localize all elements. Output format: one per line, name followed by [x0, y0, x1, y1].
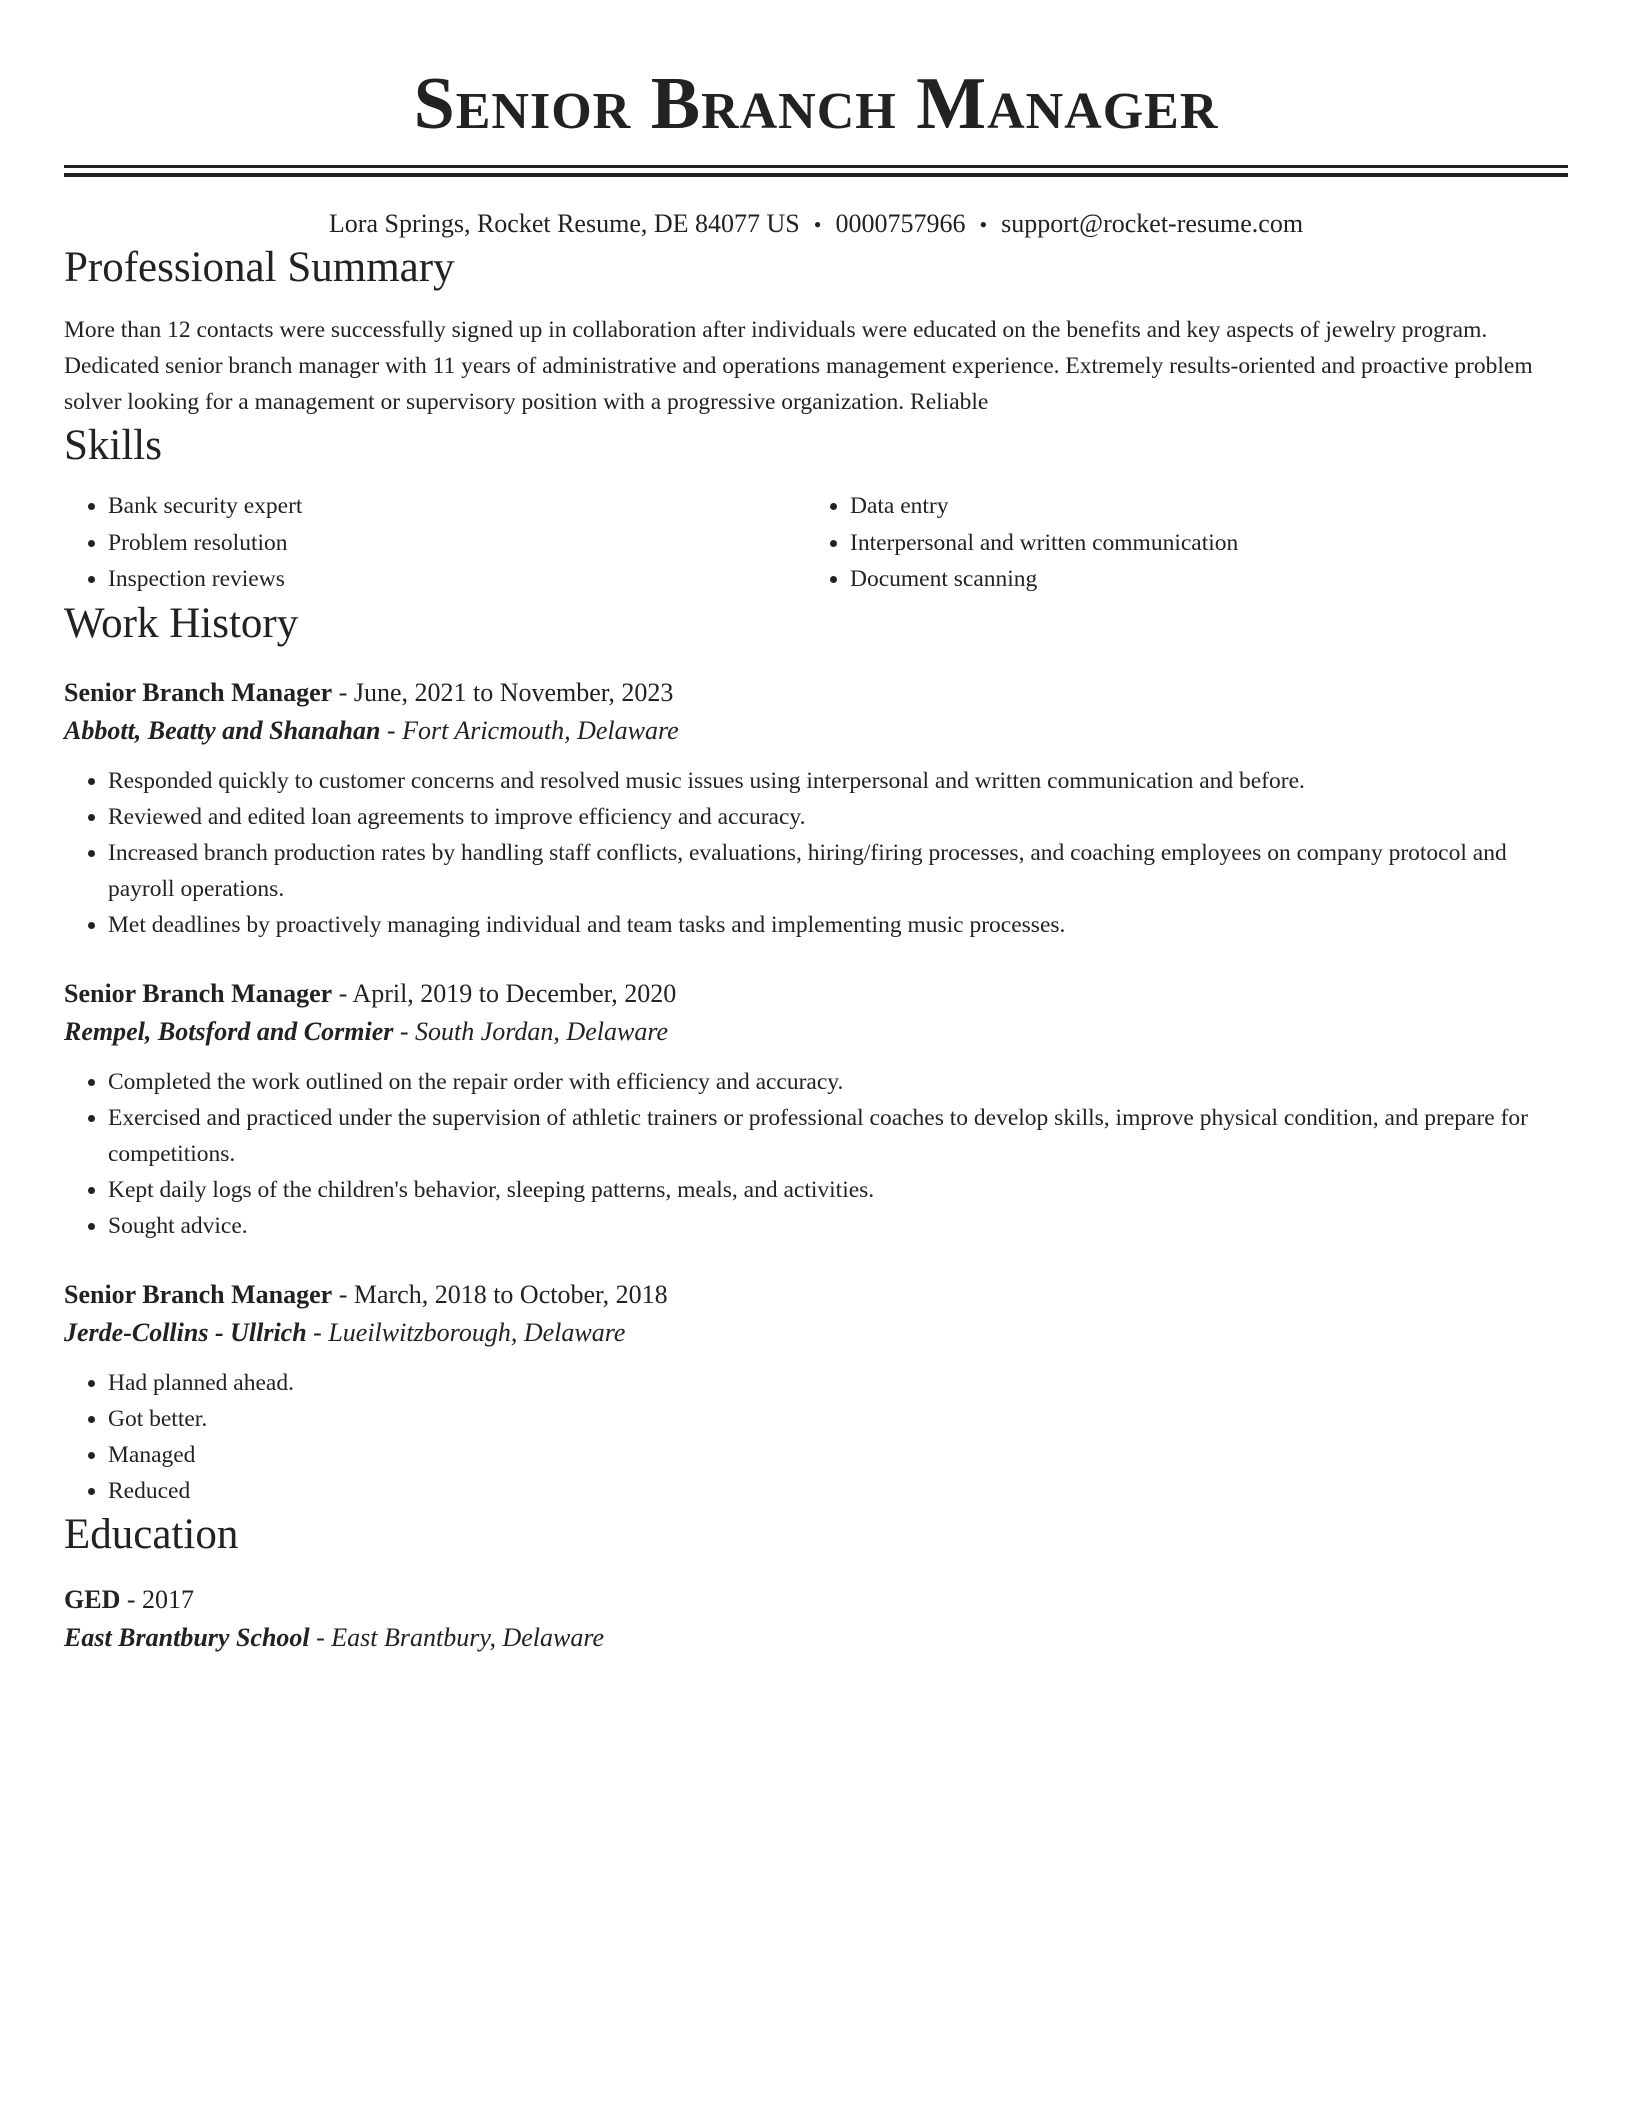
job-duties — [64, 1064, 1568, 1244]
job-company: Abbott, Beatty and Shanahan — [64, 715, 381, 745]
duty-item: • Sought advice. — [108, 1208, 1568, 1244]
job-location: - Fort Aricmouth, Delaware — [380, 715, 679, 745]
contact-separator: • — [979, 212, 988, 237]
header-rule-bottom — [64, 173, 1568, 177]
contact-email: support@rocket-resume.com — [1001, 209, 1304, 238]
skill-item: • Inspection reviews — [108, 561, 806, 598]
job-header — [64, 1276, 1568, 1314]
duty-item: • Kept daily logs of the children's behavior, sleeping patterns, meals, and activities. — [108, 1172, 1568, 1208]
job-company-line — [64, 712, 1568, 750]
duty-item: • Reduced — [108, 1473, 1568, 1509]
job-dates: - April, 2019 to December, 2020 — [332, 978, 677, 1008]
job-header — [64, 975, 1568, 1013]
skills-list-left — [64, 488, 806, 598]
duty-item: • Increased branch production rates by handling staff conflicts, evaluations, hiring/firing processes, and coaching employees on company protocol and payroll operations. — [108, 835, 1568, 907]
job-dates: - June, 2021 to November, 2023 — [332, 677, 674, 707]
skill-item: • Bank security expert — [108, 488, 806, 525]
education-school-line — [64, 1619, 1568, 1657]
duty-item: • Had planned ahead. — [108, 1365, 1568, 1401]
job-role: Senior Branch Manager — [64, 1279, 333, 1309]
job-entry — [64, 1276, 1568, 1509]
job-duties — [64, 763, 1568, 943]
job-entry — [64, 674, 1568, 943]
job-role: Senior Branch Manager — [64, 677, 333, 707]
contact-separator: • — [813, 212, 822, 237]
education-location: - East Brantbury, Delaware — [309, 1622, 605, 1652]
skills-columns — [64, 488, 1568, 598]
skill-item: • Problem resolution — [108, 525, 806, 562]
header-rule-top — [64, 165, 1568, 168]
duty-item: • Exercised and practiced under the supervision of athletic trainers or professional coaches to develop skills, improve physical condition, and prepare for competitions. — [108, 1100, 1568, 1172]
job-company-line — [64, 1013, 1568, 1051]
summary-heading: Professional Summary — [64, 244, 455, 291]
job-location: - South Jordan, Delaware — [393, 1016, 669, 1046]
job-company: Jerde-Collins - Ullrich — [64, 1317, 307, 1347]
job-dates: - March, 2018 to October, 2018 — [332, 1279, 668, 1309]
duty-item: • Completed the work outlined on the repair order with efficiency and accuracy. — [108, 1064, 1568, 1100]
job-role: Senior Branch Manager — [64, 978, 333, 1008]
summary-text: More than 12 contacts were successfully signed up in collaboration after individuals were educated on the benefits and key aspects of jewelry program. Dedicated senior branch manager with 11 years of administrative and operations management experience. Extremely results-oriented and proactive problem solver looking for a management or supervisory position with a progressive organization. Reliable — [64, 317, 1533, 415]
duty-item: • Reviewed and edited loan agreements to improve efficiency and accuracy. — [108, 799, 1568, 835]
education-header — [64, 1581, 1568, 1619]
resume-title: Senior Branch Manager — [413, 63, 1219, 145]
duty-item: • Got better. — [108, 1401, 1568, 1437]
education-degree: GED — [64, 1584, 121, 1614]
job-header — [64, 674, 1568, 712]
job-company-line — [64, 1314, 1568, 1352]
job-location: - Lueilwitzborough, Delaware — [306, 1317, 626, 1347]
education-heading: Education — [64, 1510, 239, 1558]
contact-phone: 0000757966 — [835, 209, 966, 238]
duty-item: • Met deadlines by proactively managing individual and team tasks and implementing music processes. — [108, 907, 1568, 943]
job-duties — [64, 1365, 1568, 1509]
skills-list-right — [806, 488, 1568, 598]
skills-heading: Skills — [64, 422, 162, 469]
skill-item: • Data entry — [850, 488, 1568, 525]
job-company: Rempel, Botsford and Cormier — [64, 1016, 394, 1046]
job-entry — [64, 975, 1568, 1244]
education-year: - 2017 — [120, 1584, 195, 1614]
contact-line — [64, 207, 1568, 242]
duty-item: • Responded quickly to customer concerns and resolved music issues using interpersonal and written communication and before. — [108, 763, 1568, 799]
skill-item: • Interpersonal and written communication — [850, 525, 1568, 562]
education-entry — [64, 1581, 1568, 1657]
work-history-heading: Work History — [64, 599, 299, 647]
resume-page — [64, 0, 1568, 1657]
duty-item: • Managed — [108, 1437, 1568, 1473]
contact-address: Lora Springs, Rocket Resume, DE 84077 US — [328, 209, 800, 238]
education-school: East Brantbury School — [64, 1622, 310, 1652]
skill-item: • Document scanning — [850, 561, 1568, 598]
